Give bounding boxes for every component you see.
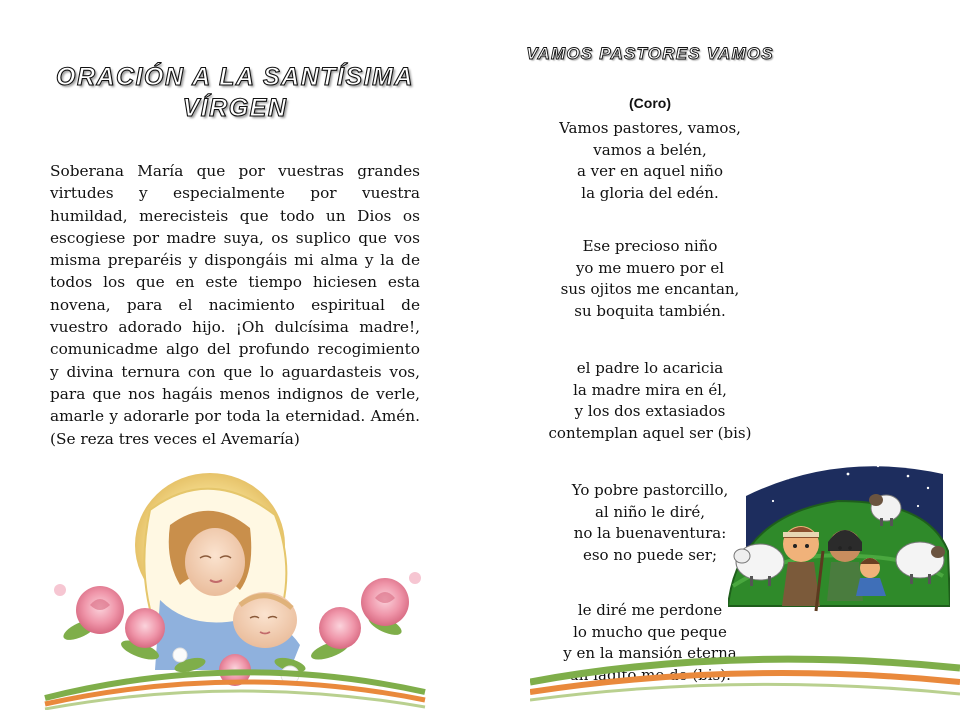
prayer-text: Soberana María que por vuestras grandes virtudes y especialmente por vuestra humildad, merecisteis que todo un Dios os escogiese por madre suya, os suplico que vos misma preparéis y dispongáis mi alma y la de todos los que en este tiempo hiciesen esta novena, para el nacimiento espiritual de vuestro adorado hijo. ¡Oh dulcísima madre!, comunicadme algo del profundo recogimiento y divina ternura con que lo aguardasteis vos, para que nos hagáis menos indignos de verle, amarle y adorarle por toda la eternidad. Amén. (Se reza tres veces el Avemaría) xyxy=(50,162,420,448)
decorative-swoosh-icon xyxy=(530,640,960,720)
stanza-line: a ver en aquel niño xyxy=(576,162,724,180)
stanza-line: Vamos pastores, vamos, xyxy=(559,119,741,137)
stanza-1 xyxy=(500,118,800,204)
stanza-line: yo me muero por el xyxy=(575,258,725,277)
stanza-line: la gloria del edén. xyxy=(581,183,719,202)
stanza-line: un ladito me de (bis). xyxy=(569,665,731,684)
stanza-line: al niño le diré, xyxy=(594,502,706,521)
stanza-line: Yo pobre pastorcillo, xyxy=(571,481,729,499)
chorus-label: (Coro) xyxy=(629,95,671,111)
stanza-line: y en la mansión eterna xyxy=(563,644,737,662)
stanza-line: le diré me perdone xyxy=(577,601,723,619)
stanza-2 xyxy=(500,236,800,322)
stanza-line: eso no puede ser; xyxy=(582,545,718,564)
virgin-mary-and-child-with-roses-icon xyxy=(40,470,430,710)
stanza-line: sus ojitos me encantan, xyxy=(560,280,740,298)
stanza-line: la madre mira en él, xyxy=(573,380,727,399)
stanza-line: vamos a belén, xyxy=(593,140,707,159)
stanza-line: y los dos extasiados xyxy=(574,402,726,420)
shepherds-with-sheep-icon xyxy=(728,456,950,616)
stanza-line: no la buenaventura: xyxy=(573,524,727,542)
song-title: VAMOS PASTORES VAMOS xyxy=(526,44,774,63)
stanza-line: su boquita también. xyxy=(574,301,726,320)
stanza-line: contemplan aquel ser (bis) xyxy=(548,423,752,442)
stanza-3 xyxy=(500,358,800,444)
stanza-line: el padre lo acaricia xyxy=(576,359,724,377)
stanza-line: Ese precioso niño xyxy=(582,237,718,255)
prayer-title: ORACIÓN A LA SANTÍSIMA VÍRGEN xyxy=(56,63,414,122)
stanza-line: lo mucho que peque xyxy=(573,622,727,641)
